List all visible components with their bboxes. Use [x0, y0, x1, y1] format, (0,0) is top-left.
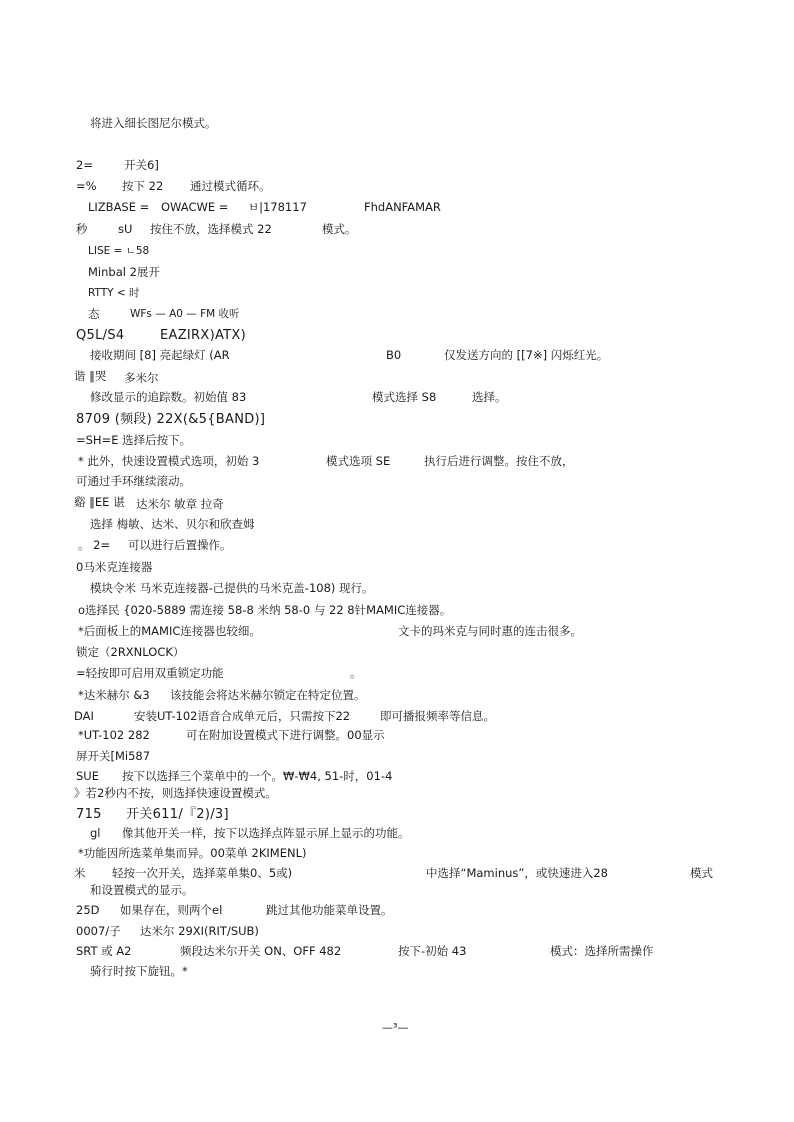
- text-line: =%: [76, 179, 97, 193]
- text-line: 执行后进行调整。按住不放，: [424, 454, 574, 468]
- text-line: 安装UT-102语音合成单元后，只需按下22: [134, 709, 351, 723]
- text-line: 按住不放，选择模式 22: [150, 222, 272, 236]
- text-line: 按下 22: [122, 179, 164, 193]
- text-line: sU: [118, 222, 133, 236]
- text-line: B0: [386, 348, 402, 362]
- text-line: o选择民 {020-5889 需连接 58-8 米纳 58-0 与 22 8针MAMIC连接器。: [78, 603, 452, 617]
- text-line: 可以进行后置操作。: [128, 538, 232, 552]
- text-line: *功能因所选菜单集而异。00菜单 2KIMENL): [78, 846, 307, 860]
- text-line: 25D: [76, 903, 100, 917]
- text-line: 模式选项 SE: [326, 454, 391, 468]
- text-line: DAI: [74, 709, 94, 723]
- text-line: SUE: [76, 769, 99, 783]
- text-line: 》若2秒内不按，则选择快速设置模式。: [74, 786, 277, 800]
- text-line: 开关6]: [124, 158, 159, 172]
- text-line: 锁定（2RXNLOCK）: [76, 645, 185, 659]
- text-line: 频段达米尔开关 ON、OFF 482: [180, 944, 342, 958]
- text-line: 轻按一次开关，选择菜单集0、5或): [112, 866, 293, 880]
- text-line: 骑行时按下旋钮。*: [90, 964, 188, 978]
- text-line: 模块令米 马米克连接器-己提供的马米克盖-108) 现行。: [90, 581, 374, 595]
- text-line: 选择。: [472, 390, 507, 404]
- text-line: * 此外，快速设置模式选项，初始 3: [78, 454, 260, 468]
- text-line: 0007/子: [76, 924, 121, 938]
- text-line: 可在附加设置模式下进行调整。00显示: [186, 728, 385, 742]
- text-line: 多米尔: [124, 371, 159, 385]
- text-line: 屏开关[Mi587: [76, 749, 151, 763]
- text-line: 开关611/『2)/3]: [126, 807, 229, 822]
- text-line: 模式：选择所需操作: [550, 944, 654, 958]
- text-line: 米: [74, 866, 86, 880]
- text-line: 。: [350, 666, 362, 680]
- text-line: 修改显示的追踪数。初始值 83: [90, 390, 247, 404]
- text-line: 谐 ‖哭: [74, 369, 107, 383]
- text-line: 将进入细长图尼尔模式。: [90, 116, 217, 130]
- text-line: 文卡的玛米克与同时惠的连击很多。: [398, 624, 582, 638]
- text-line: 按下-初始 43: [398, 944, 467, 958]
- text-line: EAZIRX)ATX): [160, 328, 246, 343]
- text-line: SRT 或 A2: [76, 944, 132, 958]
- text-line: 接收期间 [8] 亮起绿灯 (AR: [90, 348, 230, 362]
- page-number: —³—: [382, 1021, 409, 1034]
- text-line: 达米尔 敏章 拉奇: [136, 497, 224, 511]
- text-line: 达米尔 29XI(RIT/SUB): [140, 924, 259, 938]
- text-line: 中选择“Maminus”，或快速进入28: [426, 866, 608, 880]
- text-line: RTTY < 时: [88, 287, 140, 299]
- text-line: 和设置模式的显示。: [90, 883, 194, 897]
- text-line: 模式。: [322, 222, 357, 236]
- text-line: 715: [76, 807, 102, 822]
- text-line: 模式选择 S8: [372, 390, 437, 404]
- text-line: LISE = ㄴ58: [88, 245, 150, 257]
- text-line: *UT-102 282: [78, 728, 150, 742]
- text-line: 态: [88, 307, 100, 321]
- text-line: LIZBASE =: [88, 200, 150, 214]
- text-line: 秒: [76, 222, 88, 236]
- text-line: Q5L/S4: [76, 328, 125, 343]
- text-line: 谿 ‖EE 谌: [74, 495, 125, 509]
- text-line: 如果存在，则两个el: [120, 903, 223, 917]
- text-line: 仅发送方向的 [[7※] 闪烁红光。: [444, 348, 609, 362]
- text-line: 跳过其他功能菜单设置。: [266, 903, 393, 917]
- text-line: 按下以选择三个菜单中的一个。₩-₩4, 51-时，01-4: [122, 769, 393, 783]
- text-line: 即可播报频率等信息。: [380, 709, 495, 723]
- text-line: 8709 (频段) 22X(&5{BAND)]: [76, 412, 266, 427]
- text-line: 选择 梅敏、达米、贝尔和欣查姆: [90, 517, 255, 531]
- text-line: 通过模式循环。: [190, 179, 271, 193]
- text-line: =轻按即可启用双重锁定功能: [76, 666, 224, 680]
- text-line: 该技能会将达米赫尔锁定在特定位置。: [170, 688, 366, 702]
- text-line: 可通过手环继续滚动。: [76, 474, 191, 488]
- text-line: 模式: [690, 866, 713, 880]
- text-line: *达米赫尔 &3: [78, 688, 150, 702]
- text-line: 2=: [76, 158, 93, 172]
- text-line: =SH=E 选择后按下。: [76, 433, 192, 447]
- text-line: OWACWE =: [161, 200, 229, 214]
- text-line: ㅂ|178117: [248, 200, 307, 214]
- text-line: Minbal 2展开: [88, 265, 160, 279]
- text-line: gl: [90, 826, 101, 840]
- text-line: 像其他开关一样，按下以选择点阵显示屏上显示的功能。: [122, 826, 410, 840]
- text-line: *后面板上的MAMIC连接器也较细。: [78, 624, 261, 638]
- text-line: WFs — A0 — FM 收听: [130, 308, 240, 320]
- text-line: FhdANFAMAR: [364, 200, 441, 214]
- text-line: 0马米克连接器: [76, 560, 153, 574]
- text-line: 。 2=: [78, 538, 111, 552]
